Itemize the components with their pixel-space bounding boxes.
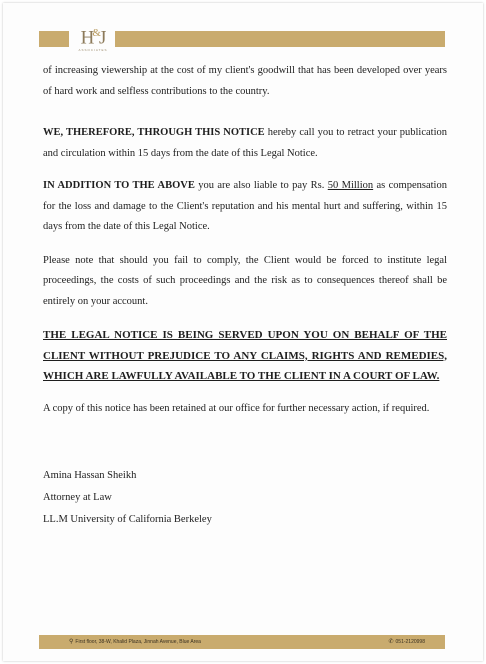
signatory-name: Amina Hassan Sheikh	[43, 470, 137, 481]
compensation-text: as compensation for the loss and damage to the Client's reputation and his mental hurt and suffering, within 15 days from the date of this Legal Notice.	[43, 180, 447, 232]
signature-block	[43, 465, 447, 531]
paragraph-compensation	[43, 176, 447, 238]
signatory-title: Attorney at Law	[43, 492, 112, 503]
footer-address	[69, 635, 201, 649]
paragraph-retract	[43, 123, 447, 164]
retract-text: hereby call you to retract your publication and circulation within 15 days from the date of this Legal Notice.	[43, 127, 447, 159]
location-pin-icon: ⚲	[69, 639, 74, 645]
logo-subtitle: ASSOCIATES	[78, 48, 108, 53]
signatory-degree: LL.M University of California Berkeley	[43, 514, 212, 525]
letter-body	[43, 61, 447, 531]
letter-footer	[39, 635, 445, 649]
footer-phone	[388, 635, 425, 649]
paragraph-proceedings: Please note that should you fail to comply, the Client would be forced to institute legal proceedings, the costs of such proceedings and the risk as to consequences thereof shall be entirely on your account.	[43, 254, 447, 307]
header-bar-left	[39, 31, 69, 47]
paragraph-without-prejudice: THE LEGAL NOTICE IS BEING SERVED UPON YOU ON BEHALF OF THE CLIENT WITHOUT PREJUDICE TO ANY CLAIMS, RIGHTS AND REMEDIES, WHICH ARE LAWFULLY AVAILABLE TO THE CLIENT IN A COURT OF LAW.	[43, 329, 447, 382]
logo-mark: H&J	[80, 27, 106, 49]
header-bar-right	[115, 31, 445, 47]
footer-address-text: First floor, 38-W, Khalid Plaza, Jinnah Avenue, Blue Area	[75, 639, 201, 645]
paragraph-copy-retained: A copy of this notice has been retained at our office for further necessary action, if required.	[43, 402, 430, 414]
footer-phone-text: 051-2120998	[395, 639, 425, 645]
compensation-lead: IN ADDITION TO THE ABOVE	[43, 180, 195, 191]
compensation-amount: 50 Million	[327, 180, 374, 191]
compensation-mid: you are also liable to pay Rs.	[194, 180, 328, 191]
letter-page	[3, 3, 483, 661]
retract-lead: WE, THEREFORE, THROUGH THIS NOTICE	[43, 127, 265, 138]
phone-icon: ✆	[388, 639, 394, 645]
letterhead	[3, 23, 483, 53]
paragraph-viewership: of increasing viewership at the cost of my client's goodwill that has been developed over years of hard work and selfless contributions to the country.	[43, 65, 447, 97]
firm-logo	[73, 23, 113, 53]
